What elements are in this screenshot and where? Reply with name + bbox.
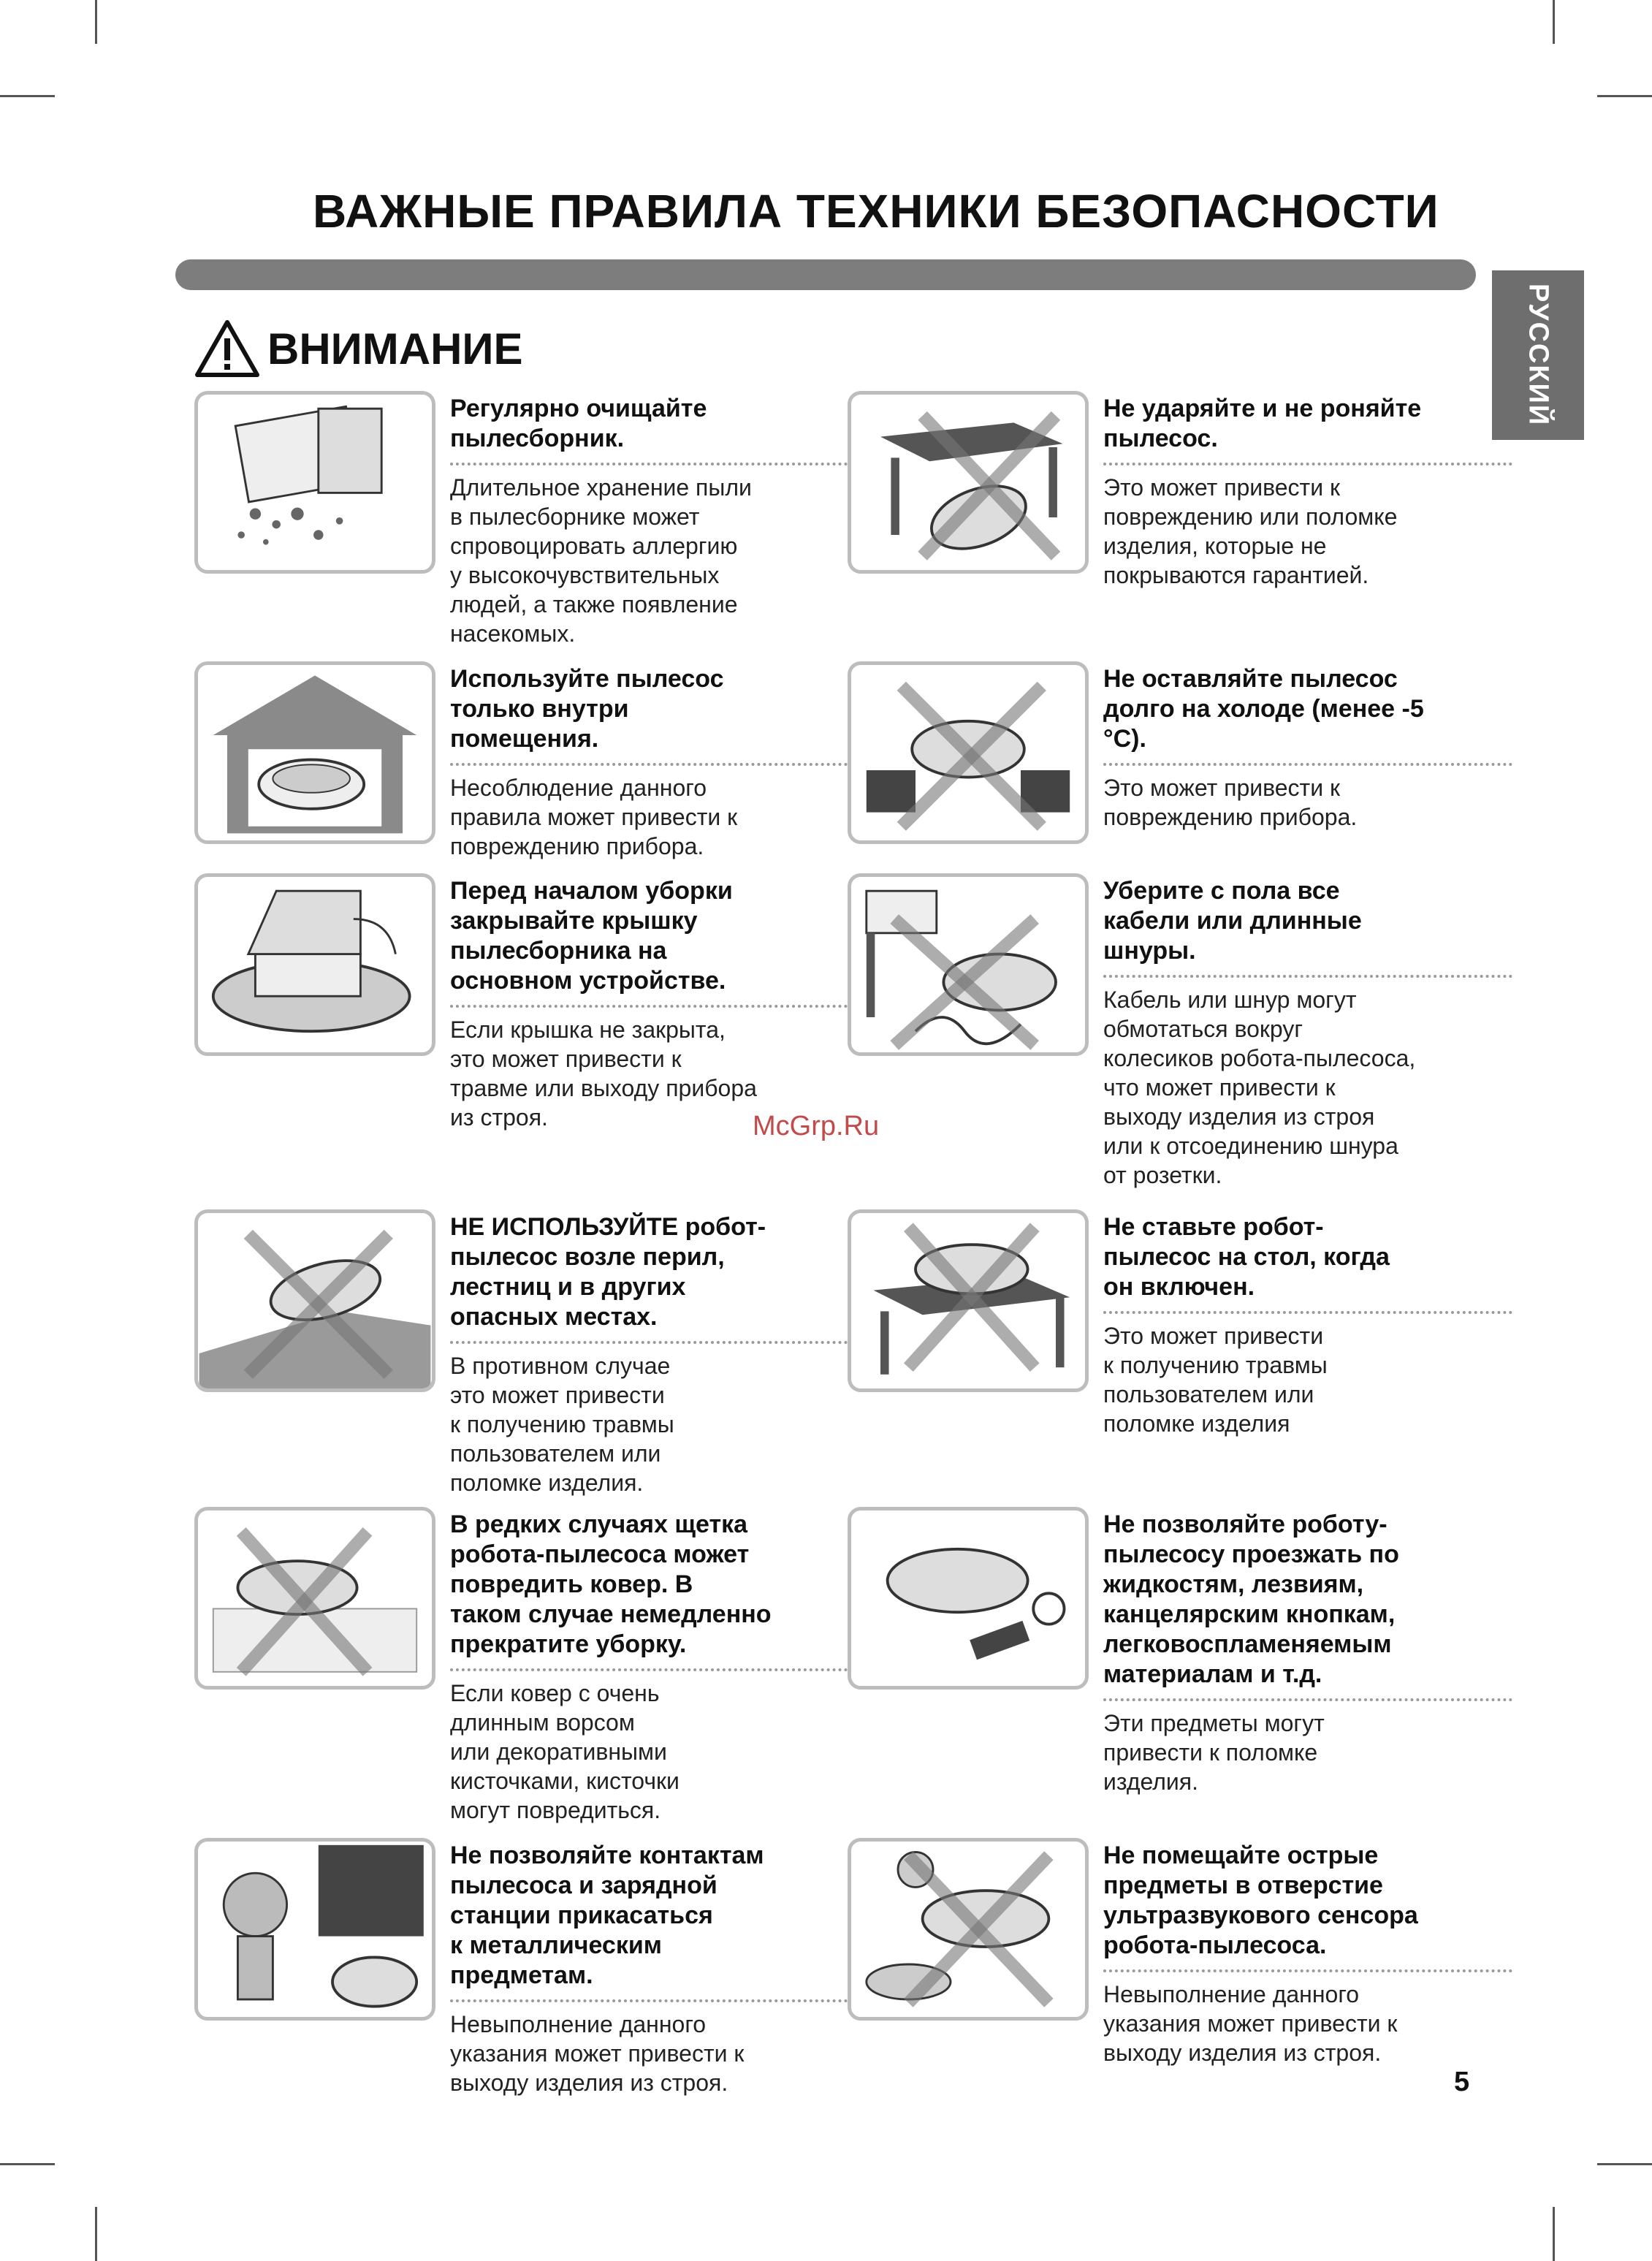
safety-card — [848, 391, 1652, 590]
card-body: Длительное хранение пыли в пылесборнике может спровоцировать аллергию у высокочувствительных людей, а также появление насекомых. — [450, 474, 752, 647]
card-body: Кабель или шнур могут обмотаться вокруг колесиков робота-пылесоса, что может привести к выходу изделия из строя или к отсоединению шнура от розетки. — [1103, 987, 1416, 1188]
title-underline-bar — [175, 259, 1476, 290]
language-tab-label: РУССКИЙ — [1523, 284, 1554, 427]
crop-mark — [95, 0, 97, 44]
card-body: Несоблюдение данного правила может привести к повреждению прибора. — [450, 775, 738, 859]
card-heading: Не помещайте острые предметы в отверстие ультразвукового сенсора робота-пылесоса. — [1103, 1841, 1512, 1972]
card-heading: Не оставляйте пылесос долго на холоде (менее -5 °C). — [1103, 664, 1512, 766]
page-number: 5 — [1454, 2067, 1470, 2097]
safety-card — [848, 1209, 1652, 1438]
card-heading: Не ударяйте и не роняйте пылесос. — [1103, 394, 1512, 466]
illustration-dropped-robot — [848, 391, 1089, 574]
card-text — [1103, 391, 1512, 590]
warning-triangle-icon — [194, 319, 260, 378]
card-text — [450, 391, 859, 648]
card-text — [1103, 873, 1512, 1190]
illustration-cold-robot — [848, 661, 1089, 844]
card-heading: В редких случаях щетка робота-пылесоса может повредить ковер. В таком случае немедленно прекратите уборку. — [450, 1510, 859, 1671]
card-body: Это может привести к получению травмы пользователем или поломке изделия — [1103, 1323, 1328, 1437]
warning-heading — [194, 319, 523, 378]
card-body: В противном случае это может привести к получению травмы пользователем или поломке изделия. — [450, 1353, 674, 1496]
card-heading: НЕ ИСПОЛЬЗУЙТЕ робот- пылесос возле перил, лестниц и в других опасных местах. — [450, 1212, 859, 1344]
card-heading: Уберите с пола все кабели или длинные шнуры. — [1103, 876, 1512, 978]
card-heading: Не позволяйте роботу- пылесосу проезжать по жидкостям, лезвиям, канцелярским кнопкам, легковоспламеняемым материалам и т.д. — [1103, 1510, 1512, 1701]
card-body: Невыполнение данного указания может привести к выходу изделия из строя. — [1103, 1981, 1398, 2066]
card-body: Невыполнение данного указания может привести к выходу изделия из строя. — [450, 2011, 745, 2096]
warning-label: ВНИМАНИЕ — [267, 324, 523, 373]
crop-mark — [95, 2207, 97, 2261]
illustration-indoor-house — [194, 661, 435, 844]
illustration-stairs — [194, 1209, 435, 1392]
card-text — [450, 1209, 859, 1497]
illustration-close-lid — [194, 873, 435, 1056]
page-title: ВАЖНЫЕ ПРАВИЛА ТЕХНИКИ БЕЗОПАСНОСТИ — [313, 185, 1439, 238]
illustration-charging-contacts — [194, 1838, 435, 2021]
card-text — [1103, 661, 1512, 844]
card-body: Это может привести к повреждению или поломке изделия, которые не покрываются гарантией. — [1103, 474, 1398, 588]
card-body: Если крышка не закрыта, это может привести к травме или выходу прибора из строя. — [450, 1016, 757, 1130]
crop-mark — [1597, 95, 1652, 97]
card-text — [1103, 1507, 1512, 1796]
crop-mark — [1553, 2207, 1555, 2261]
card-text — [1103, 1838, 1512, 2067]
illustration-table — [848, 1209, 1089, 1392]
crop-mark — [1553, 0, 1555, 44]
card-text — [450, 1507, 859, 1825]
card-text — [1103, 1209, 1512, 1438]
safety-card — [848, 661, 1652, 844]
card-heading: Не ставьте робот- пылесос на стол, когда он включен. — [1103, 1212, 1512, 1314]
crop-mark — [1597, 2163, 1652, 2165]
safety-card — [848, 1838, 1652, 2067]
card-heading: Перед началом уборки закрывайте крышку пылесборника на основном устройстве. — [450, 876, 859, 1008]
illustration-carpet — [194, 1507, 435, 1690]
card-body: Это может привести к повреждению прибора. — [1103, 775, 1358, 830]
illustration-liquids-blades — [848, 1507, 1089, 1690]
card-heading: Используйте пылесос только внутри помещения. — [450, 664, 859, 766]
crop-mark — [0, 2163, 55, 2165]
card-text — [450, 873, 859, 1132]
illustration-ultrasonic-sensor — [848, 1838, 1089, 2021]
card-text — [450, 661, 859, 861]
card-text — [450, 1838, 859, 2097]
watermark: McGrp.Ru — [753, 1111, 880, 1141]
card-body: Эти предметы могут привести к поломке изделия. — [1103, 1710, 1325, 1795]
card-heading: Не позволяйте контактам пылесоса и зарядной станции прикасаться к металлическим предметам. — [450, 1841, 859, 2002]
safety-card — [848, 873, 1652, 1190]
illustration-cables — [848, 873, 1089, 1056]
card-heading: Регулярно очищайте пылесборник. — [450, 394, 859, 466]
illustration-dust-bin — [194, 391, 435, 574]
crop-mark — [0, 95, 55, 97]
safety-card — [848, 1507, 1652, 1796]
card-body: Если ковер с очень длинным ворсом или декоративными кисточками, кисточки могут повредиться. — [450, 1680, 680, 1823]
